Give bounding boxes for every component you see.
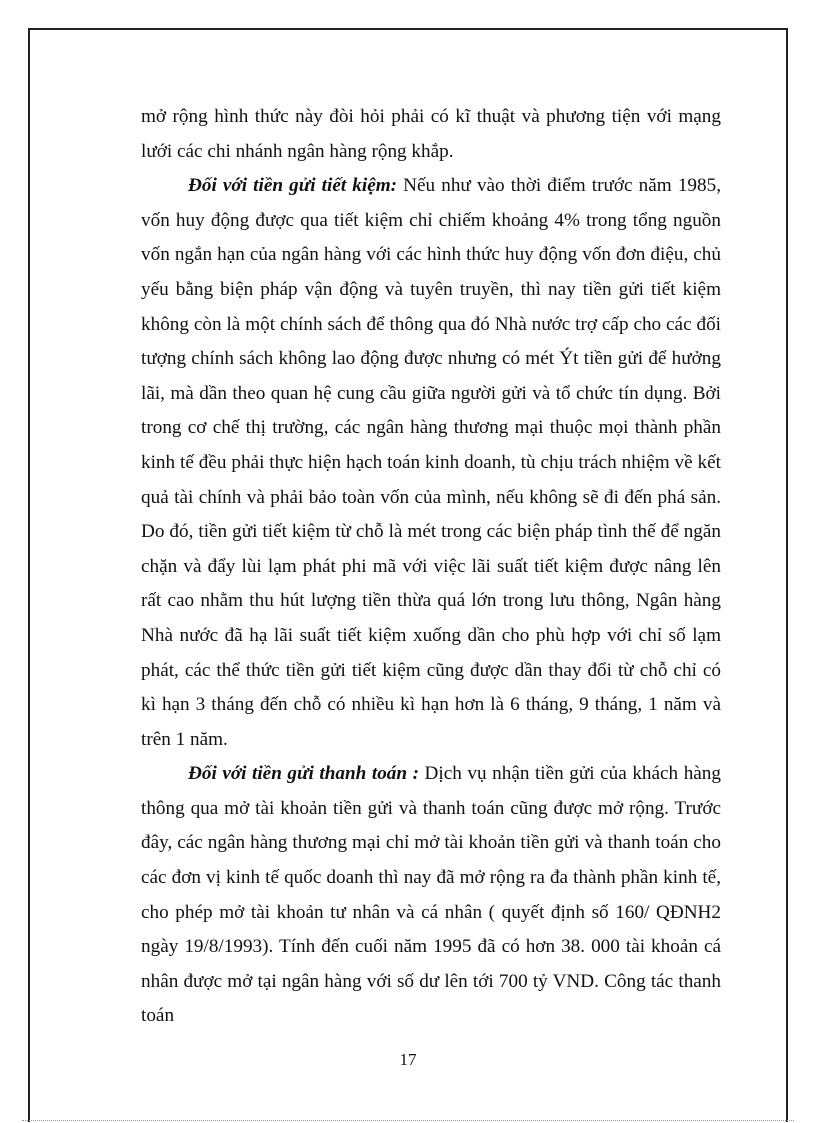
footer-divider xyxy=(22,1120,794,1121)
paragraph-heading: Đối với tiền gửi thanh toán : xyxy=(188,763,419,785)
paragraph-text: Dịch vụ nhận tiền gửi của khách hàng thông qua mở tài khoản tiền gửi và thanh toán cũng được mở rộng. Trước đây, các ngân hàng thương mại chỉ mở tài khoản tiền gửi và thanh toán cho các đơn vị kinh tế quốc doanh thì nay đã mở rộng ra đa thành phần kinh tế, cho phép mở tài khoản tư nhân và cá nhân ( quyết định số 160/ QĐNH2 ngày 19/8/1993). Tính đến cuối năm 1995 đã có hơn 38. 000 tài khoản cá nhân được mở tại ngân hàng với số dư lên tới 700 tỷ VND. Công tác thanh toán xyxy=(141,763,721,1027)
paragraph-text: mở rộng hình thức này đòi hỏi phải có kĩ thuật và phương tiện với mạng lưới các chi nhánh ngân hàng rộng khắp. xyxy=(141,106,721,162)
page-number: 17 xyxy=(399,1050,417,1069)
paragraph-savings-deposits xyxy=(141,169,721,757)
paragraph-heading: Đối với tiền gửi tiết kiệm: xyxy=(188,175,398,197)
paragraph-text: Nếu như vào thời điểm trước năm 1985, vốn huy động được qua tiết kiệm chỉ chiếm khoảng 4% trong tổng nguồn vốn ngắn hạn của ngân hàng với các hình thức huy động vốn đơn điệu, chủ yếu bằng biện pháp vận động và tuyên truyền, thì nay tiền gửi tiết kiệm không còn là một chính sách để thông qua đó Nhà nước trợ cấp cho các đối tượng chính sách không lao động được nhưng có mét Ýt tiền gửi để hưởng lãi, mà dần theo quan hệ cung cầu giữa người gửi và tổ chức tín dụng. Bởi trong cơ chế thị trường, các ngân hàng thương mại thuộc mọi thành phần kinh tế đều phải thực hiện hạch toán kinh doanh, tù chịu trách nhiệm về kết quả tài chính và phải bảo toàn vốn của mình, nếu không sẽ đi đến phá sản. Do đó, tiền gửi tiết kiệm từ chỗ là mét trong các biện pháp tình thế để ngăn chặn và đẩy lùi lạm phát phi mã với việc lãi suất tiết kiệm được nâng lên rất cao nhằm thu hút lượng tiền thừa quá lớn trong lưu thông, Ngân hàng Nhà nước đã hạ lãi suất tiết kiệm xuống dần cho phù hợp với chỉ số lạm phát, các thể thức tiền gửi tiết kiệm cũng được dần thay đổi từ chỗ chỉ có kì hạn 3 tháng đến chỗ có nhiều kì hạn hơn là 6 tháng, 9 tháng, 1 năm và trên 1 năm. xyxy=(141,175,721,750)
paragraph-payment-deposits xyxy=(141,757,721,1034)
paragraph-continuation xyxy=(141,100,721,169)
document-body xyxy=(141,100,721,1034)
